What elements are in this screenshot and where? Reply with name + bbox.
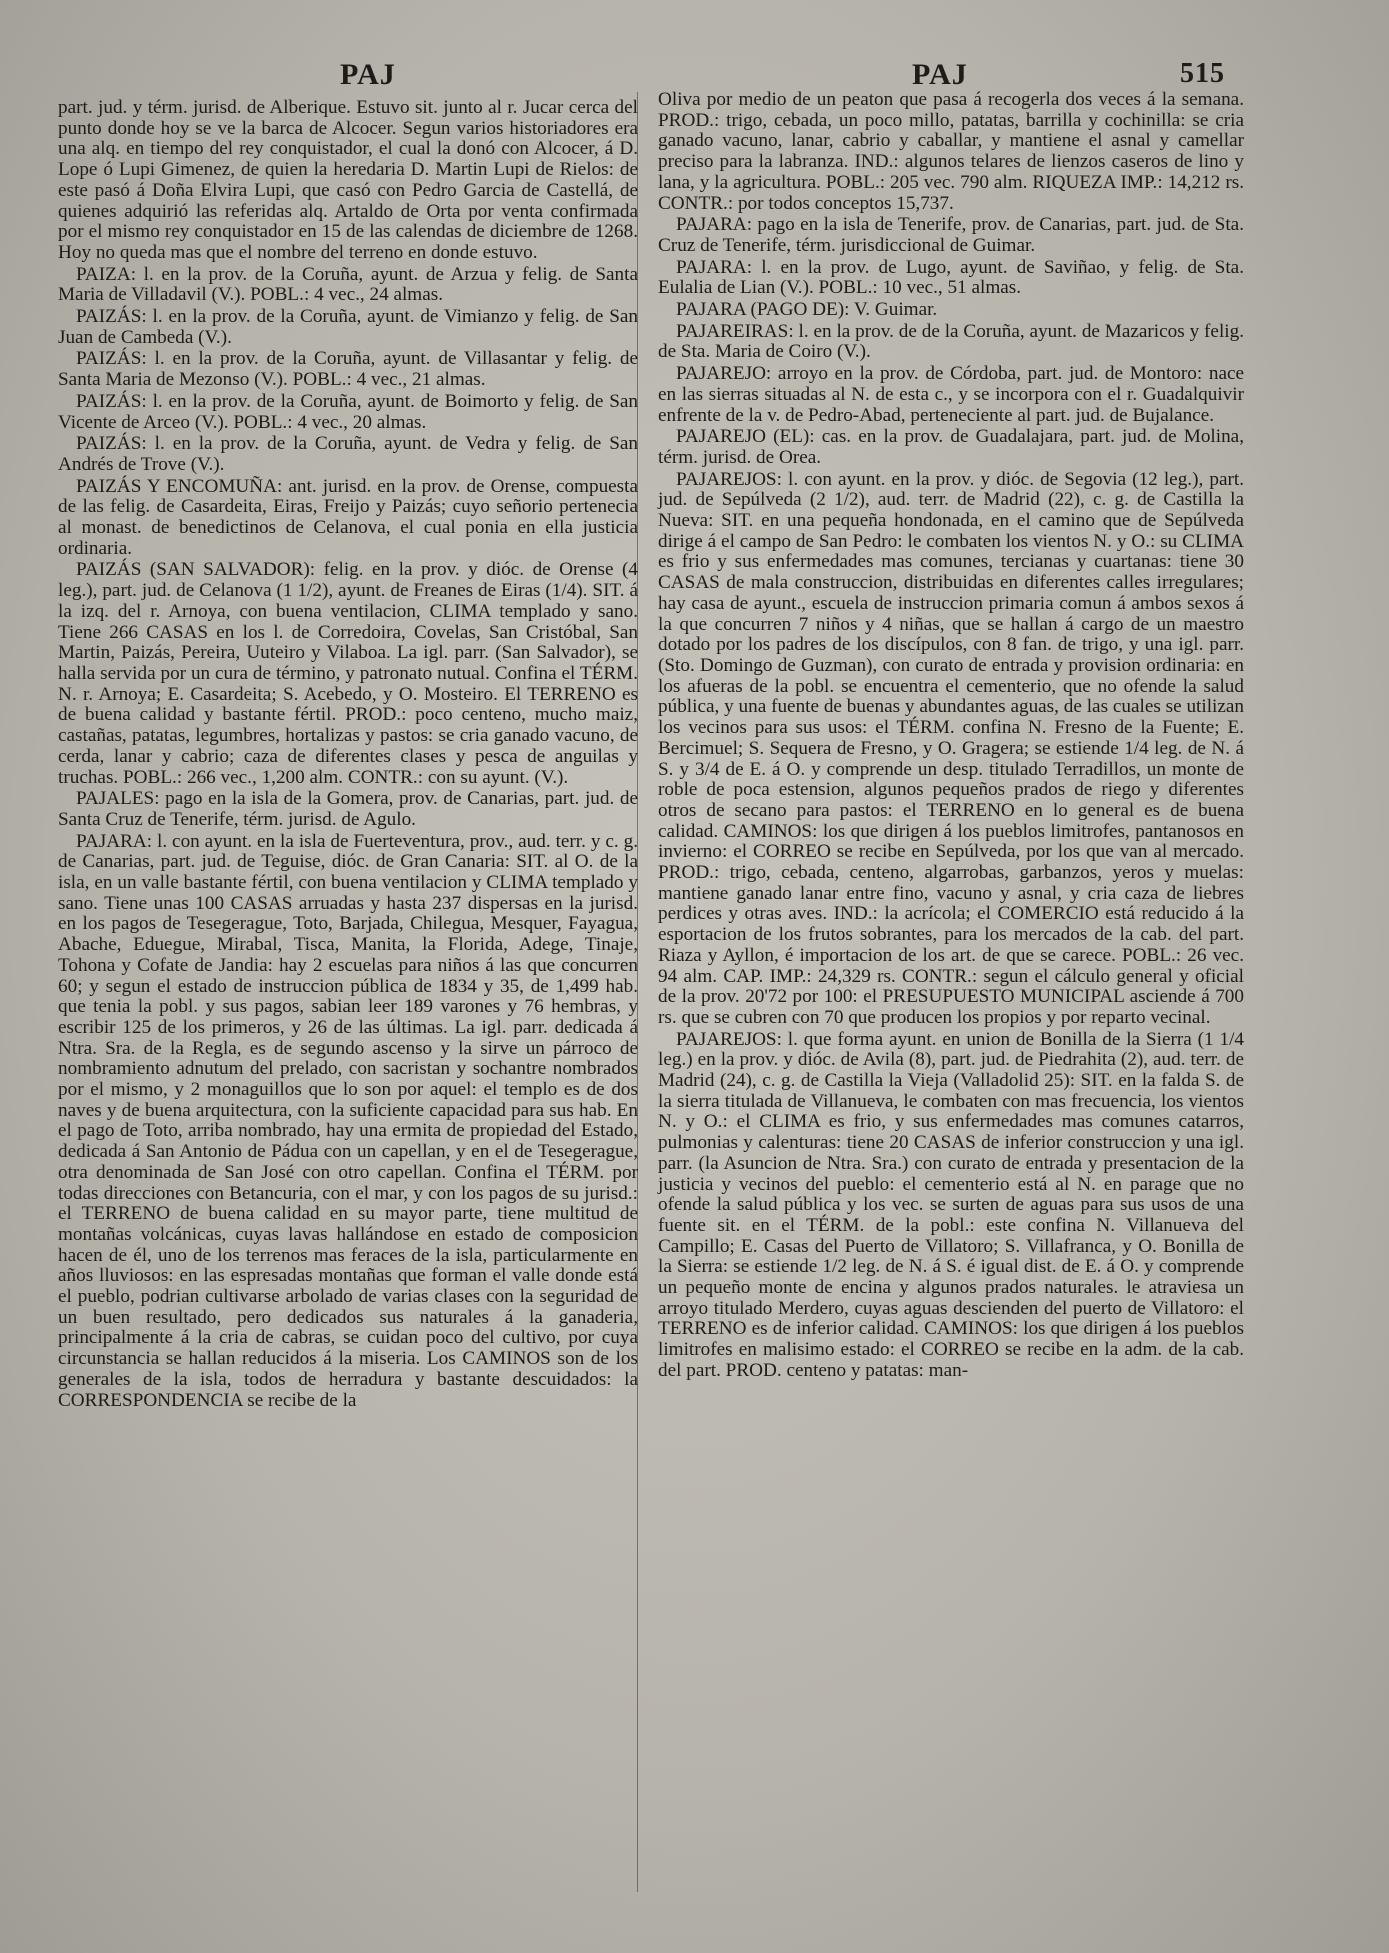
right-column [658,90,1244,1383]
entry-paizas-villasantar: PAIZÁS: l. en la prov. de la Coruña, ayunt. de Villasantar y felig. de Santa Maria de Mezonso (V.). POBL.: 4 vec., 21 almas. [58,348,638,391]
entry-paiza: PAIZA: l. en la prov. de la Coruña, ayunt. de Arzua y felig. de Santa Maria de Villadavil (V.). POBL.: 4 vec., 24 almas. [58,263,638,306]
entry-paizas-boimorto: PAIZÁS: l. en la prov. de la Coruña, ayunt. de Boimorto y felig. de San Vicente de Arceo (V.). POBL.: 4 vec., 20 almas. [58,390,638,433]
entry-paizas-encomuna: PAIZÁS Y ENCOMUÑA: ant. jurisd. en la prov. de Orense, compuesta de las felig. de Casardeita, Eiras, Freijo y Paizás; cuyo señorio pertenecia al monast. de benedictinos de Celanova, el cual ponia en ella justicia ordinaria. [58,475,638,559]
entry-continuation: part. jud. y térm. jurisd. de Alberique. Estuvo sit. junto al r. Jucar cerca del punto donde hoy se ve la barca de Alcocer. Segun varios historiadores era una alq. en tiempo del rey conquistador, el cual la donó con Alcocer, á D. Lope ó Lupi Gimenez, de quien la heredaria D. Martin Lupi de Rielos: de este pasó á Doña Elvira Lupi, que casó con Pedro Garcia de Castellá, de quienes adquirió las referidas alq. Artaldo de Orta por venta confirmada por el mismo rey conquistador en 15 de las calendas de diciembre de 1268. Hoy no queda mas que el nombre del terreno en donde estuvo. [58,97,638,263]
entry-pajara-fuerteventura: PAJARA: l. con ayunt. en la isla de Fuerteventura, prov., aud. terr. y c. g. de Canarias, part. jud. de Teguise, dióc. de Gran Canaria: SIT. al O. de la isla, en un valle bastante fértil, con buena ventilacion y CLIMA templado y sano. Tiene unas 100 CASAS arruadas y hasta 237 dispersas en la jurisd. en los pagos de Tesegerague, Toto, Barjada, Chilegua, Mesquer, Fayagua, Abache, Eduegue, Mirabal, Tisca, Manita, la Florida, Adege, Tinaje, Tohona y Cofate de Jandia: hay 2 escuelas para niños á las que concurren 60; y segun el estado de instruccion pública de 1834 y 35, de 1,499 hab. que tenia la pobl. y sus pagos, sabian leer 189 varones y 76 hembras, y escribir 125 de los primeros, y 26 de las últimas. La igl. parr. dedicada á Ntra. Sra. de la Regla, es de segundo ascenso y la sirve un párroco de nombramiento adnutum del prelado, con sacristan y sochantre nombrados por el mismo, y 2 monaguillos que lo son por aquel: el templo es de dos naves y de buena arquitectura, con la suficiente capacidad para sus hab. En el pago de Toto, arriba nombrado, hay una ermita de propiedad del Estado, dedicada á San Antonio de Pádua con un capellan, y en el de Tesegerague, otra denominada de San José con otro capellan. Confina el TÉRM. por todas direcciones con Betancuria, con el mar, y con los pagos de su jurisd.: el TERRENO de buena calidad en su mayor parte, tiene multitud de montañas volcánicas, cuyas lavas hallándose en estado de composicion hacen de él, uno de los terrenos mas feraces de la isla, particularmente en años lluviosos: en las espresadas montañas que forman el valle donde está el pueblo, podrian cultivarse arbolado de varias clases con la seguridad de un buen resultado, pero dedicados sus naturales á la ganaderia, principalmente á la cria de cabras, se cuidan poco del cultivo, por cuya circunstancia se hallan reducidos á la miseria. Los CAMINOS son de los generales de la isla, todos de herradura y bastante descuidados: la CORRESPONDENCIA se recibe de la [58,830,638,1411]
page-number: 515 [1180,58,1225,89]
entry-paizas-vimianzo: PAIZÁS: l. en la prov. de la Coruña, ayunt. de Vimianzo y felig. de San Juan de Cambeda (V.). [58,306,638,348]
left-running-head: PAJ [340,58,396,91]
entry-paizas-san-salvador: PAIZÁS (SAN SALVADOR): felig. en la prov. y dióc. de Orense (4 leg.), part. jud. de Celanova (1 1/2), ayunt. de Freanes de Eiras (1/4). SIT. á la izq. del r. Arnoya, con buena ventilacion, CLIMA templado y sano. Tiene 266 CASAS en los l. de Corredoira, Covelas, San Cristóbal, San Martin, Paizás, Pereira, Uuteiro y Vilaboa. La igl. parr. (San Salvador), se halla servida por un cura de término, y patronato nutual. Confina el TÉRM. N. r. Arnoya; E. Casardeita; S. Acebedo, y O. Mosteiro. El TERRENO es de buena calidad y bastante fértil. PROD.: poco centeno, mucho maiz, castañas, patatas, legumbres, hortalizas y pastos: se cria ganado vacuno, de cerda, lanar y cabrio; caza de diferentes clases y pesca de anguilas y truchas. POBL.: 266 vec., 1,200 alm. CONTR.: con su ayunt. (V.). [58,559,638,788]
entry-pajales: PAJALES: pago en la isla de la Gomera, prov. de Canarias, part. jud. de Santa Cruz de Tenerife, térm. jurisd. de Agulo. [58,788,638,830]
entry-pajareiras: PAJAREIRAS: l. en la prov. de de la Coruña, ayunt. de Mazaricos y felig. de Sta. Maria de Coiro (V.). [658,320,1244,363]
entry-pajara-pago: PAJARA (PAGO DE): V. Guimar. [676,299,938,321]
entry-pajara-tenerife: PAJARA: pago en la isla de Tenerife, prov. de Canarias, part. jud. de Sta. Cruz de Tenerife, térm. jurisdiccional de Guimar. [658,214,1244,256]
entry-pajarejos-segovia: PAJAREJOS: l. con ayunt. en la prov. y dióc. de Segovia (12 leg.), part. jud. de Sepúlveda (2 1/2), aud. terr. de Madrid (22), c. g. de Castilla la Nueva: SIT. en una pequeña hondonada, en el camino que de Sepúlveda dirige á el campo de San Pedro: le combaten los vientos N. y O.: su CLIMA es frio y sus enfermedades mas comunes, tercianas y cuartanas: tiene 30 CASAS de mala construccion, distribuidas en diferentes calles irregulares; hay casa de ayunt., escuela de instruccion primaria comun á ambos sexos á la que concurren 7 niños y 4 niñas, que se hallan á cargo de un maestro dotado por los padres de los discípulos, con 8 fan. de trigo, y una igl. parr. (Sto. Domingo de Guzman), con curato de entrada y provision ordinaria: en los afueras de la pobl. se encuentra el cementerio, que no ofende la salud pública, y una fuente de buenas y abundantes aguas, de las cuales se utilizan los vecinos para sus usos: el TÉRM. confina N. Fresno de la Fuente; E. Bercimuel; S. Sequera de Fresno, y O. Gragera; se estiende 1/4 leg. de N. á S. y 3/4 de E. á O. y comprende un desp. titulado Terradillos, un monte de roble de poca estension, algunos pequeños prados de riego y diferentes otros de secano para pastos: el TERRENO en lo general es de buena calidad. CAMINOS: los que dirigen á los pueblos limitrofes, pantanosos en invierno: el CORREO se recibe en Sepúlveda, por los que van al mercado. PROD.: trigo, cebada, centeno, algarrobas, garbanzos, yeros y muelas: mantiene ganado lanar entre fino, vacuno y asnal, y cria caza de liebres perdices y otras aves. IND.: la acrícola; el COMERCIO está reducido á la esportacion de los frutos sobrantes, para los mercados de la cab. del part. Riaza y Ayllon, é importacion de los art. de que se carece. POBL.: 26 vec. 94 alm. CAP. IMP.: 24,329 rs. CONTR.: segun el cálculo general y oficial de la prov. 20'72 por 100: el PRESUPUESTO MUNICIPAL asciende á 700 rs. que se cubren con 70 que producen los propios y por reparto vecinal. [658,468,1244,1028]
entry-pajarejos-avila: PAJAREJOS: l. que forma ayunt. en union de Bonilla de la Sierra (1 1/4 leg.) en la prov. y dióc. de Avila (8), part. jud. de Piedrahita (2), aud. terr. de Madrid (24), c. g. de Castilla la Vieja (Valladolid 25): SIT. en la falda S. de la sierra titulada de Villanueva, le combaten con mas frecuencia, los vientos N. y O.: el CLIMA es frio, y sus enfermedades mas comunes catarros, pulmonias y calenturas: tiene 20 CASAS de inferior construccion y una igl. parr. (la Asuncion de Ntra. Sra.) con curato de entrada y presentacion de la justicia y vecinos del pueblo: el cementerio está al N. en parage que no ofende la salud pública y los vec. se surten de aguas para sus usos de una fuente sit. en el TÉRM. de la pobl.: este confina N. Villanueva del Campillo; E. Casas del Puerto de Villatoro; S. Villafranca, y O. Bonilla de la Sierra: se estiende 1/2 leg. de N. á S. é igual dist. de E. á O. y comprende un pequeño monte de encina y algunos prados naturales. le atraviesa un arroyo titulado Merdero, cuyas aguas descienden del puerto de Villatoro: el TERRENO es de inferior calidad. CAMINOS: los que dirigen á los pueblos limitrofes en malisimo estado: el CORREO se recibe en la adm. de la cab. del part. PROD. centeno y patatas: man- [658,1028,1244,1381]
entry-paizas-vedra: PAIZÁS: l. en la prov. de la Coruña, ayunt. de Vedra y felig. de San Andrés de Trove (V.). [58,433,638,475]
left-column [58,98,638,1412]
entry-pajarejo-el: PAJAREJO (EL): cas. en la prov. de Guadalajara, part. jud. de Molina, térm. jurisd. de Orea. [658,426,1244,468]
entry-continuation: Oliva por medio de un peaton que pasa á recogerla dos veces á la semana. PROD.: trigo, cebada, un poco millo, patatas, barrilla y cochinilla: se cria ganado vacuno, lanar, cabrio y caballar, y mantiene el asnal y camellar preciso para la labranza. IND.: algunos telares de lienzos caseros de lino y lana, y la agricultura. POBL.: 205 vec. 790 alm. RIQUEZA IMP.: 14,212 rs. CONTR.: por todos conceptos 15,737. [658,89,1244,214]
entry-pajara-lugo: PAJARA: l. en la prov. de Lugo, ayunt. de Saviñao, y felig. de Sta. Eulalia de Lian (V.). POBL.: 10 vec., 51 almas. [658,256,1244,299]
right-running-head: PAJ [912,58,968,91]
entry-pajarejo-arroyo: PAJAREJO: arroyo en la prov. de Córdoba, part. jud. de Montoro: nace en las sierras situadas al N. de esta c., y se incorpora con el r. Guadalquivir enfrente de la v. de Pedro-Abad, perteneciente al part. jud. de Bujalance. [658,363,1244,426]
